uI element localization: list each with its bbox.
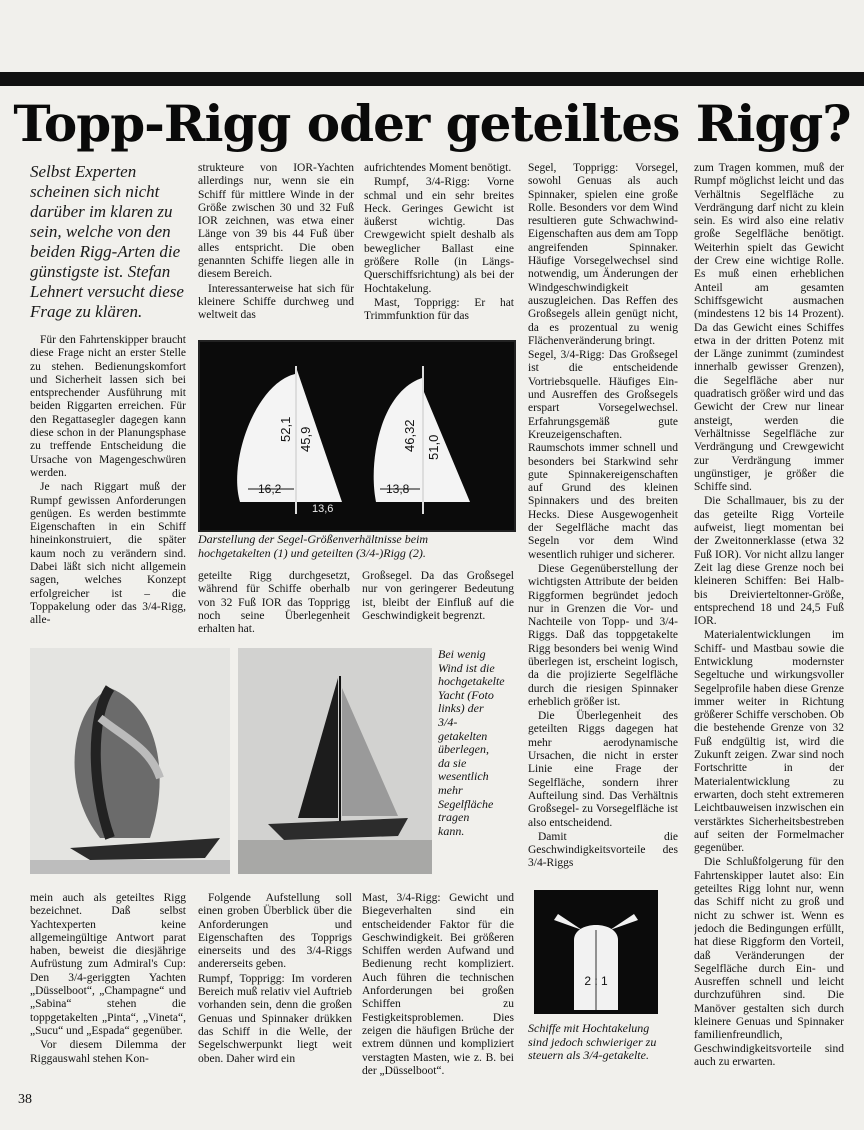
paragraph: mein auch als geteiltes Rigg bezeichnet. Daß selbst Yachtexperten keine allgemeingültige Antwort parat haben, beweist die diesjährige Aufrüstung zum Admiral's Cup: Den 3/4-geriggten Yachten „Düsselboot“, „Champagne“ und „Sabina“ stehen die toppgetakelten „Pinta“, „Vineta“, „Sucu“ und „Espada“ gegenüber. (30, 892, 186, 1037)
sail-size-diagram (198, 340, 516, 532)
dim-label-main-34: 46,32 (402, 419, 417, 452)
photo-caption: Bei wenig Wind ist die hochgetakelte Yacht (Foto links) der 3/4-getakelten überlegen, da sie wesentlich mehr Segelfläche tragen kann. (438, 647, 505, 838)
paragraph: Damit die Geschwindigkeitsvorteile des 3/4-Riggs (528, 830, 678, 870)
paragraph: Segel, Topprigg: Vorsegel, sowohl Genuas als auch Spinnaker, spielen eine große Rolle. Besonders vor dem Wind resultieren gute Schwachwind-Eigenschaften aus dem am Topp angreifenden Spinnaker. Häufige Vorsegelwechsel sind notwendig, um Änderungen der Windgeschwindigkeit auszugleichen. Das Reffen des Großsegels allein genügt nicht, da es prozentual zu wenig Flächenveränderung bringt. (528, 162, 678, 347)
column-2-top (198, 162, 354, 334)
dim-label-foot-jib-topp: 13,6 (312, 503, 334, 515)
column-2-bottom (198, 892, 352, 1082)
paragraph: Vor diesem Dilemma der Riggauswahl stehen Kon- (30, 1039, 186, 1065)
paragraph: Rumpf, Topprigg: Im vorderen Bereich muß relativ viel Auftrieb vorhanden sein, denn die großen Genuas und Spinnaker drükken das Schiff in die Welle, der Segelschwerpunkt liegt weit oben. Daher wird ein (198, 972, 352, 1065)
paragraph: Die Schallmauer, bis zu der das geteilte Rigg Vorteile aufweist, liegt momentan bei der Zweitonnerklasse (etwa 32 Fuß IOR). Vor nicht allzu langer Zeit lag diese Grenze noch bei kleineren Schiffen: Bei Halb- bis Dreivierteltonner-Größe, entsprechend 18 und 24,5 Fuß IOR. (694, 495, 844, 628)
paragraph: Großsegel. Da das Großsegel nur von geringerer Bedeutung ist, bleibt der Einfluß auf die Geschwindigkeit begrenzt. (362, 570, 514, 622)
paragraph: Diese Gegenüberstellung der wichtigsten Attribute der beiden Riggformen begründet jedoch nur in Grenzen die Vor- und Nachteile von Topp- und 3/4-Riggs. Daß das toppgetakelte Rigg besonders bei wenig Wind überlegen ist, erscheint logisch, da die projizierte Segelfläche durch die riesigen Spinnaker erheblich größer ist. (528, 562, 678, 708)
paragraph: Materialentwicklungen im Schiff- und Mastbau sowie die Entwicklung modernster Segeltuche und wirkungsvoller Segelprofile haben diese Grenze immer weiter in Richtung größerer Schiffe verschoben. Ob die bestehende Grenze von 32 Fuß endgültig ist, wird die Zukunft zeigen. Zwar sind noch Fortschritte in der Materialentwicklung zu erwarten, doch steht extremeren Leichtbauweisen inzwischen ein verstärktes Sicherheitsbestreben auf seiten der Formelmacher gegenüber. (694, 629, 844, 855)
intro-text: Selbst Experten scheinen sich nicht darüber im klaren zu sein, welche von den beiden Rigg-Arten die günstigste ist. Stefan Lehnert versucht diese Frage zu klären. (30, 162, 184, 321)
paragraph: Die Schlußfolgerung für den Fahrtenskipper lautet also: Ein geteiltes Rigg lohnt nur, wenn das Schiff nicht zu groß und nicht zu schwer ist. Wenn es jedoch die Bedingungen erfüllt, hat diese Riggform den Vorteil, daß Veränderungen der Segelfläche durch Ein- und Ausreffen schnell und leicht durchzuführen sind. Die Manöver gestalten sich durch kleinere Genuas und Spinnaker familienfreundlich, Geschwindigkeitsvorteile sind auch zu erwarten. (694, 856, 844, 1068)
paragraph: zum Tragen kommen, muß der Rumpf möglichst leicht und das Verhältnis Segelfläche zu Verdrängung darf nicht zu klein sein. Es wird also eine relativ große Segelfläche benötigt. Weiterhin spielt das Gewicht der Crew eine wichtige Rolle. Es muß einen erheblichen Anteil am gesamten Schiffsgewicht ausmachen (mindestens 12 bis 14 Prozent). Da das Gewicht eines Schiffes etwa in der dritten Potenz mit der Länge zunimmt (zumindest innerhalb gewisser Grenzen), die Segelfläche aber nur quadratisch größer wird und das Gewicht der Crew nur linear ansteigt, werden die Verhältnisse Segelfläche zur Verdrängung und Crewgewicht zur Verdrängung immer ungünstiger, je größer die Schiffe sind. (694, 162, 844, 494)
paragraph: Für den Fahrtenskipper braucht diese Frage nicht an erster Stelle zu stehen. Bedienungskomfort und Sicherheit lassen sich bei entsprechender Ausführung mit beiden Riggarten erreichen. Für den Regattasegler dagegen kann diese schon in der Planungsphase zu treffende Entscheidung die Ursache von Magengeschwüren werden. (30, 334, 186, 479)
column-3-bottom (362, 892, 514, 1082)
top-rule (0, 72, 864, 86)
column-1-bottom (30, 892, 186, 1082)
ratio-diagram (534, 890, 658, 1014)
column-3-top (364, 162, 514, 334)
column-3-mid (362, 570, 514, 640)
photo-34-rigg-yacht (238, 648, 432, 874)
paragraph: Die Überlegenheit des geteilten Riggs dagegen hat mehr aerodynamische Ursachen, die nicht in erster Linie eine Frage der Segelfläche, sondern ihrer Aufteilung sind. Das Verhältnis Großsegel- zu Vorsegelfläche ist also entscheidend. (528, 710, 678, 829)
ratio-diagram-caption: Schiffe mit Hochtakelung sind jedoch schwieriger zu steuern als 3/4-getakelte. (528, 1021, 657, 1063)
column-4 (528, 162, 678, 882)
dim-label-main-topp: 52,1 (278, 416, 293, 442)
page-number: 38 (18, 1092, 32, 1107)
dim-label-foot-topp: 16,2 (258, 482, 282, 496)
headline: Topp-Rigg oder geteiltes Rigg? (13, 94, 851, 153)
column-1-top (30, 334, 186, 640)
ratio-label: 2 : 1 (584, 974, 608, 988)
paragraph: Rumpf, 3/4-Rigg: Vorne schmal und ein sehr breites Heck. Geringes Gewicht ist äußerst wichtig. Das Crewgewicht spielt deshalb als beweglicher Ballast eine größere Rolle (in Längs-Querschiffsrichtung) als bei der Hochtakelung. (364, 176, 514, 295)
column-5 (694, 162, 844, 1082)
paragraph: Segel, 3/4-Rigg: Das Großsegel ist die entscheidende Vortriebsquelle. Häufiges Ein- und Ausreffen des Großsegels erspart Vorsegelwechsel. Erfahrungsgemäß gute Kreuzeigenschaften. Raumschots immer schnell und besonders bei Starkwind sehr gute Spinnakereigenschaften auf Grund des kleinen Spinnakers und des breiten Hecks. Diese Ausgewogenheit der Segelfläche macht das Segeln vor dem Wind wesentlich ruhiger und sicherer. (528, 349, 678, 561)
photo-topp-rigg-yacht (30, 648, 230, 874)
dim-label-jib-topp: 45,9 (298, 426, 313, 452)
paragraph: Interessanterweise hat sich für kleinere Schiffe durchweg und weltweit das (198, 282, 354, 322)
paragraph: Mast, 3/4-Rigg: Gewicht und Biegeverhalten sind ein entscheidender Faktor für die Geschwindigkeit. Bei größeren Schiffen werden Aufwand und Bedienung recht kompliziert. Auch führen die technischen Anforderungen bei großen Schiffen zu Festigkeitsproblemen. Dies zeigen die häufigen Brüche der extrem dünnen und kompliziert verstagten Masten, wie z. B. bei der „Düsselboot“. (362, 892, 514, 1077)
dim-label-jib-34: 51,0 (426, 434, 441, 460)
paragraph: aufrichtendes Moment benötigt. (364, 162, 512, 174)
paragraph: Mast, Topprigg: Er hat Trimmfunktion für das (364, 296, 514, 323)
column-2-mid (198, 570, 350, 640)
paragraph: geteilte Rigg durchgesetzt, während für Schiffe oberhalb von 32 Fuß IOR das Topprigg noch seine Überlegenheit erhalten hat. (198, 570, 350, 636)
paragraph: Folgende Aufstellung soll einen groben Überblick über die Anforderungen und Eigenschaften des Topprigs einerseits und des 3/4-Riggs andererseits geben. (198, 892, 352, 971)
dim-label-foot-34: 13,8 (386, 482, 410, 496)
paragraph: strukteure von IOR-Yachten allerdings nur, wenn sie ein Schiff für mittlere Winde in der Größe zwischen 30 und 32 Fuß IOR zeichnen, was etwa einer Länge von 39 bis 44 Fuß über alles entspricht. Die oben genannten Schiffe liegen alle in diesem Bereich. (198, 162, 354, 281)
diagram-caption: Darstellung der Segel-Größenverhältnisse beim hochgetakelten (1) und geteilten (3/4-)Rigg (2). (198, 532, 429, 560)
paragraph: Je nach Riggart muß der Rumpf gewissen Anforderungen genügen. Es werden bestimmte Eigenschaften in ein Schiff hineinkonstruiert, die später kaum noch zu verändern sind. Dabei läßt sich nicht allgemein sagen, welches Konzept erfolgreicher ist – die Toppakelung oder das 3/4-Rigg, alle- (30, 481, 186, 627)
